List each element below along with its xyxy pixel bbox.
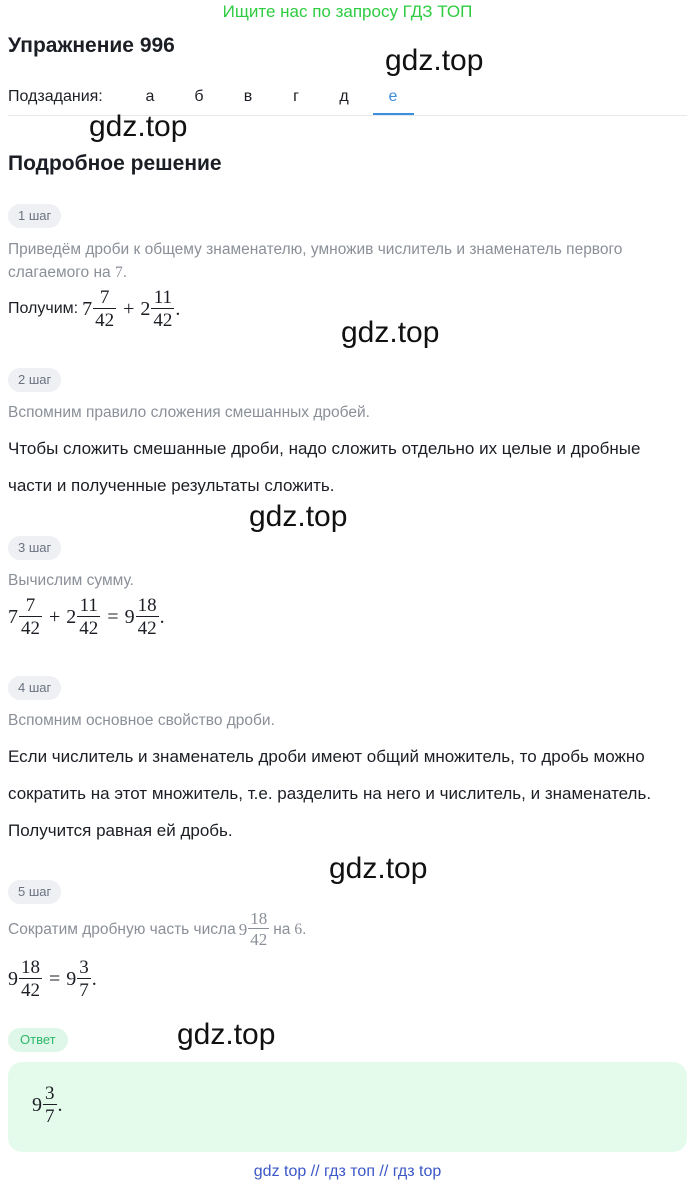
step-2-hint: Вспомним правило сложения смешанных дробей. — [8, 404, 370, 421]
whole-part: 9 — [66, 967, 77, 990]
numerator: 18 — [137, 595, 157, 616]
step-3-expression — [8, 596, 165, 638]
fraction — [43, 1084, 57, 1126]
fraction — [136, 596, 159, 638]
step-1-hint-text: Приведём дроби к общему знаменателю, умножив числитель и знаменатель первого слагаемого на — [8, 241, 623, 281]
answer-box — [8, 1062, 687, 1152]
whole-part: 9 — [8, 967, 18, 990]
search-banner[interactable]: Ищите нас по запросу ГДЗ ТОП — [222, 2, 473, 21]
step-4-badge: 4 шаг — [8, 676, 61, 700]
period: . — [302, 920, 307, 938]
step-3-hint: Вычислим сумму. — [8, 572, 134, 589]
whole-part: 7 — [82, 297, 93, 320]
numerator: 3 — [79, 957, 89, 978]
watermark: gdz.top — [385, 44, 484, 77]
denominator: 42 — [21, 980, 40, 1001]
period: . — [175, 297, 181, 320]
watermark: gdz.top — [329, 852, 428, 885]
denominator: 7 — [79, 980, 89, 1001]
whole-part: 9 — [124, 605, 135, 628]
denominator: 42 — [79, 618, 99, 639]
step-1-result — [8, 288, 180, 330]
whole-part: 2 — [140, 297, 151, 320]
denominator: 42 — [250, 930, 268, 949]
step-5-hint-text: Сократим дробную часть числа — [8, 920, 236, 938]
step-1-badge: 1 шаг — [8, 204, 61, 228]
answer-expression — [32, 1084, 63, 1126]
section-title: Подробное решение — [8, 152, 222, 175]
fraction — [77, 958, 91, 1000]
whole-part: 9 — [238, 919, 248, 939]
step-2-badge: 2 шаг — [8, 368, 61, 392]
fraction — [151, 288, 174, 330]
equals-operator: = — [107, 605, 119, 628]
equals-operator: = — [49, 967, 61, 990]
period: . — [91, 967, 97, 990]
numerator: 11 — [79, 595, 98, 616]
denominator: 42 — [137, 618, 157, 639]
whole-part: 9 — [32, 1093, 42, 1116]
fraction — [19, 596, 42, 638]
numerator: 18 — [21, 957, 40, 978]
fraction — [19, 958, 42, 1000]
denominator: 42 — [21, 618, 40, 639]
step-5-expression — [8, 958, 97, 1000]
step-1-hint — [8, 238, 678, 284]
watermark: gdz.top — [177, 1018, 276, 1051]
whole-part: 7 — [8, 605, 18, 628]
denominator: 7 — [45, 1106, 55, 1127]
step-3-badge: 3 шаг — [8, 536, 61, 560]
numerator: 7 — [25, 595, 36, 616]
period: . — [57, 1093, 63, 1116]
step-5-hint-fraction — [239, 910, 271, 948]
plus-operator: + — [49, 605, 61, 628]
subtask-tab-e-active[interactable]: е — [388, 88, 398, 105]
answer-badge: Ответ — [8, 1028, 68, 1052]
numerator: 7 — [99, 287, 110, 308]
plus-operator: + — [123, 297, 135, 320]
step-4-hint: Вспомним основное свойство дроби. — [8, 712, 275, 729]
watermark: gdz.top — [249, 500, 348, 533]
whole-part: 2 — [66, 605, 77, 628]
denominator: 42 — [95, 310, 115, 331]
denominator: 42 — [153, 310, 173, 331]
step-5-hint-mid: на — [273, 920, 291, 938]
subtask-tab-b[interactable]: б — [194, 88, 204, 105]
fraction — [77, 596, 100, 638]
page-title: Упражнение 996 — [8, 34, 175, 57]
watermark: gdz.top — [341, 316, 440, 349]
numerator: 3 — [45, 1083, 55, 1104]
step-5-hint-number: 6 — [294, 920, 303, 938]
subtask-tab-v[interactable]: в — [243, 88, 253, 105]
subtask-tab-d[interactable]: д — [339, 88, 349, 105]
step-1-expression — [82, 288, 180, 330]
step-1-hint-number: 7 — [114, 264, 123, 281]
numerator: 11 — [153, 287, 173, 308]
fraction — [93, 288, 116, 330]
subtask-tab-g[interactable]: г — [293, 88, 299, 105]
subtasks-label: Подзадания: — [8, 88, 103, 105]
step-5-hint — [8, 910, 678, 948]
step-4-rule-text: Если числитель и знаменатель дроби имеют общий множитель, то дробь можно сократить на этот множитель, т.е. разделить на него и числитель, и знаменатель. Получится равная ей дробь. — [8, 747, 652, 840]
fraction — [248, 910, 269, 948]
step-1-result-prefix: Получим: — [8, 300, 79, 317]
period: . — [159, 605, 165, 628]
numerator: 18 — [250, 909, 268, 928]
watermark: gdz.top — [89, 110, 188, 143]
step-5-badge: 5 шаг — [8, 880, 61, 904]
subtask-tab-a[interactable]: а — [145, 88, 155, 105]
step-2-rule-text: Чтобы сложить смешанные дроби, надо сложить отдельно их целые и дробные части и полученные результаты сложить. — [8, 439, 641, 495]
step-1-hint-end: . — [122, 264, 128, 281]
footer-links[interactable]: gdz top // гдз топ // гдз top — [253, 1163, 442, 1180]
